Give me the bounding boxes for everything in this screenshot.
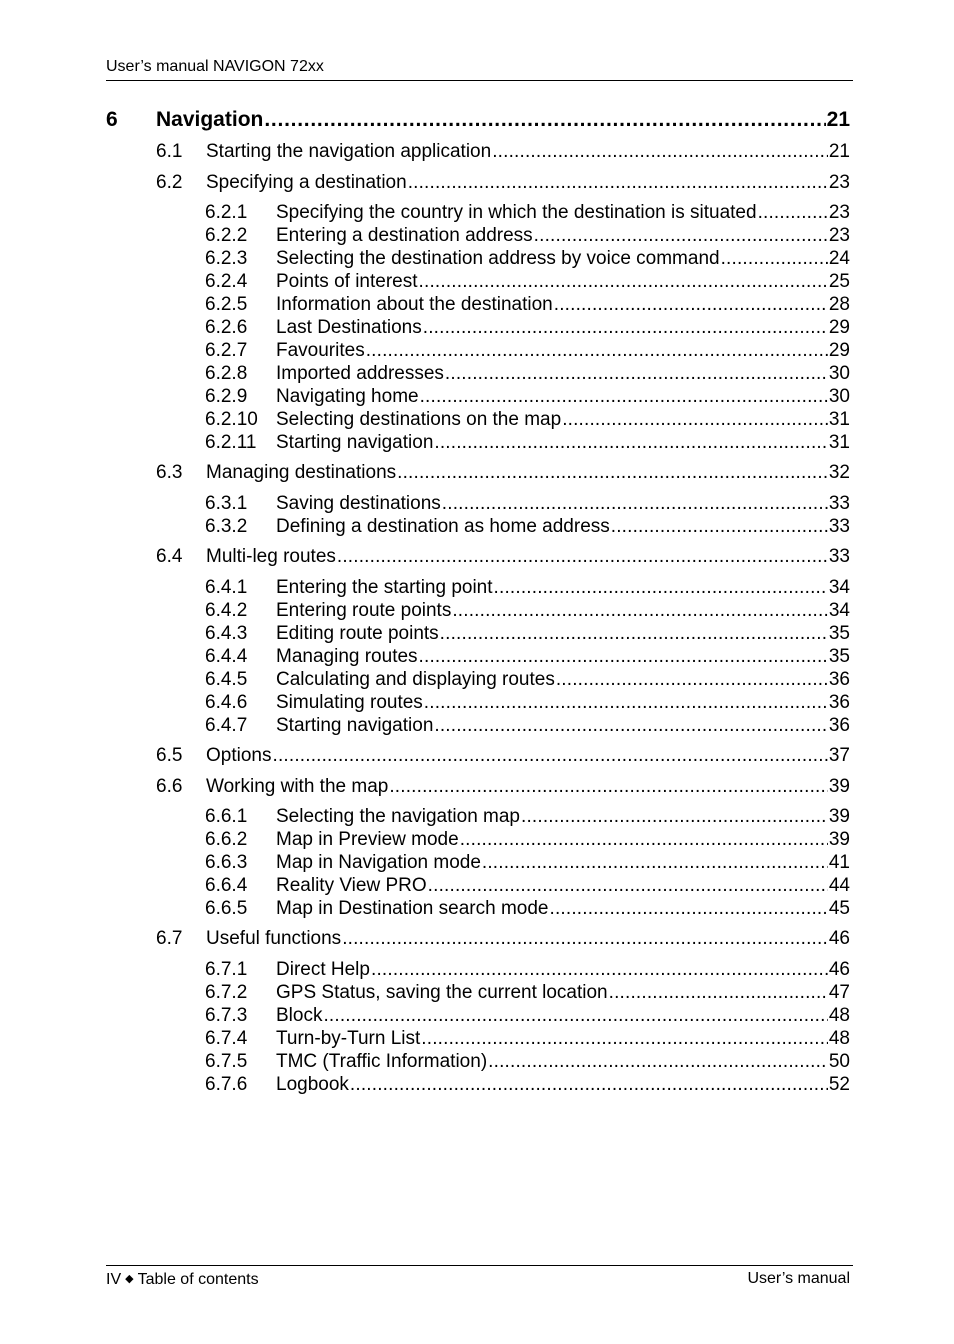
toc-entry-page: 24	[828, 248, 850, 269]
toc-entry-number: 6.4.5	[205, 669, 248, 690]
toc-entry-title: Specifying the country in which the destination is situated	[276, 202, 757, 223]
toc-dot-leader	[721, 248, 828, 270]
toc-entry-page: 30	[828, 363, 850, 384]
toc-entry-page: 23	[828, 172, 850, 193]
toc-entry-page: 35	[828, 623, 850, 644]
toc-entry-number: 6.4.2	[205, 600, 248, 621]
toc-entry-level-3[interactable]	[205, 852, 850, 875]
toc-entry-number: 6.5	[156, 745, 183, 766]
toc-entry-number: 6	[106, 108, 118, 131]
footer-right: User’s manual	[747, 1270, 850, 1287]
toc-dot-leader	[272, 745, 827, 767]
toc-entry-title: Calculating and displaying routes	[276, 669, 555, 690]
toc-entry-page: 21	[828, 141, 850, 162]
toc-entry-title: Navigating home	[276, 386, 419, 407]
toc-dot-leader	[440, 623, 828, 645]
toc-entry-page: 36	[828, 669, 850, 690]
toc-entry-number: 6.2.3	[205, 248, 248, 269]
toc-entry-page: 45	[828, 898, 850, 919]
toc-entry-number: 6.4.7	[205, 715, 248, 736]
toc-entry-page: 47	[828, 982, 850, 1003]
toc-entry-page: 23	[828, 202, 850, 223]
toc-entry-level-3[interactable]	[205, 409, 850, 432]
toc-entry-title: Map in Navigation mode	[276, 852, 481, 873]
toc-entry-page: 29	[828, 340, 850, 361]
toc-entry-number: 6.2.2	[205, 225, 248, 246]
toc-entry-page: 33	[828, 493, 850, 514]
toc-entry-number: 6.2.10	[205, 409, 258, 430]
toc-entry-page: 46	[828, 928, 850, 949]
toc-entry-level-3[interactable]	[205, 317, 850, 340]
footer-section-label: Table of contents	[137, 1271, 259, 1288]
toc-entry-number: 6.7.3	[205, 1005, 248, 1026]
toc-entry-page: 39	[828, 776, 850, 797]
toc-dot-leader	[408, 172, 828, 194]
toc-dot-leader	[323, 1005, 827, 1027]
toc-entry-page: 34	[828, 577, 850, 598]
toc-entry-title: Editing route points	[276, 623, 439, 644]
toc-entry-level-3[interactable]	[205, 959, 850, 982]
toc-entry-level-2[interactable]	[156, 776, 850, 800]
toc-entry-page: 33	[828, 546, 850, 567]
toc-entry-title: Selecting the navigation map	[276, 806, 520, 827]
toc-entry-level-3[interactable]	[205, 982, 850, 1005]
diamond-bullet-icon: ◆	[125, 1273, 134, 1285]
toc-entry-level-3[interactable]	[205, 1028, 850, 1051]
footer-divider	[106, 1265, 853, 1266]
toc-dot-leader	[554, 294, 828, 316]
toc-entry-page: 23	[828, 225, 850, 246]
toc-entry-title: Specifying a destination	[206, 172, 407, 193]
toc-entry-level-3[interactable]	[205, 1051, 850, 1074]
toc-entry-title: Last Destinations	[276, 317, 422, 338]
toc-entry-title: Options	[206, 745, 272, 766]
toc-dot-leader	[460, 829, 828, 851]
toc-dot-leader	[609, 982, 828, 1004]
toc-entry-title: Selecting the destination address by voice command	[276, 248, 720, 269]
toc-entry-title: Starting the navigation application	[206, 141, 492, 162]
toc-dot-leader	[611, 516, 828, 538]
toc-entry-page: 46	[828, 959, 850, 980]
toc-entry-number: 6.7	[156, 928, 183, 949]
toc-entry-title: Reality View PRO	[276, 875, 427, 896]
toc-entry-title: Entering route points	[276, 600, 452, 621]
toc-entry-page: 34	[828, 600, 850, 621]
toc-dot-leader	[397, 462, 828, 484]
toc-dot-leader	[424, 692, 828, 714]
toc-entry-number: 6.4	[156, 546, 183, 567]
toc-dot-leader	[758, 202, 828, 224]
toc-entry-number: 6.7.2	[205, 982, 248, 1003]
toc-entry-level-3[interactable]	[205, 225, 850, 248]
toc-entry-number: 6.4.3	[205, 623, 248, 644]
toc-entry-level-3[interactable]	[205, 1005, 850, 1028]
toc-entry-level-2[interactable]	[156, 745, 850, 769]
toc-entry-number: 6.6.4	[205, 875, 248, 896]
toc-entry-level-3[interactable]	[205, 600, 850, 623]
toc-entry-number: 6.6.3	[205, 852, 248, 873]
toc-entry-level-3[interactable]	[205, 248, 850, 271]
running-header: User’s manual NAVIGON 72xx	[106, 58, 324, 75]
toc-dot-leader	[366, 340, 828, 362]
toc-entry-level-3[interactable]	[205, 363, 850, 386]
toc-entry-number: 6.2.9	[205, 386, 248, 407]
toc-entry-level-3[interactable]	[205, 623, 850, 646]
toc-dot-leader	[434, 715, 827, 737]
toc-dot-leader	[428, 875, 828, 897]
toc-entry-level-3[interactable]	[205, 806, 850, 829]
toc-entry-number: 6.2.4	[205, 271, 248, 292]
toc-entry-title: Navigation	[156, 108, 264, 131]
toc-entry-number: 6.2.5	[205, 294, 248, 315]
toc-entry-level-1[interactable]	[106, 108, 850, 134]
toc-entry-number: 6.2.11	[205, 432, 257, 453]
toc-entry-number: 6.1	[156, 141, 183, 162]
toc-dot-leader	[494, 577, 828, 599]
toc-dot-leader	[419, 271, 828, 293]
toc-dot-leader	[488, 1051, 828, 1073]
toc-entry-level-3[interactable]	[205, 829, 850, 852]
toc-entry-page: 44	[828, 875, 850, 896]
toc-entry-level-2[interactable]	[156, 928, 850, 952]
toc-entry-page: 30	[828, 386, 850, 407]
toc-entry-title: Information about the destination	[276, 294, 553, 315]
toc-dot-leader	[371, 959, 828, 981]
toc-entry-page: 25	[828, 271, 850, 292]
toc-entry-page: 32	[828, 462, 850, 483]
toc-entry-title: Direct Help	[276, 959, 370, 980]
toc-entry-title: Block	[276, 1005, 323, 1026]
toc-entry-number: 6.6.2	[205, 829, 248, 850]
toc-entry-number: 6.4.6	[205, 692, 248, 713]
toc-entry-page: 21	[826, 108, 850, 131]
toc-dot-leader	[420, 386, 828, 408]
toc-entry-page: 28	[828, 294, 850, 315]
toc-entry-page: 41	[828, 852, 850, 873]
toc-dot-leader	[337, 546, 828, 568]
toc-dot-leader	[562, 409, 828, 431]
toc-entry-number: 6.7.4	[205, 1028, 248, 1049]
toc-entry-level-2[interactable]	[156, 462, 850, 486]
toc-entry-title: Simulating routes	[276, 692, 423, 713]
toc-entry-page: 36	[828, 692, 850, 713]
toc-entry-number: 6.3	[156, 462, 183, 483]
toc-entry-page: 35	[828, 646, 850, 667]
toc-entry-title: Useful functions	[206, 928, 342, 949]
toc-dot-leader	[423, 317, 828, 339]
toc-entry-page: 50	[828, 1051, 850, 1072]
toc-dot-leader	[452, 600, 828, 622]
toc-entry-number: 6.4.4	[205, 646, 248, 667]
toc-entry-number: 6.2.7	[205, 340, 248, 361]
toc-entry-title: Managing destinations	[206, 462, 397, 483]
toc-dot-leader	[421, 1028, 828, 1050]
toc-dot-leader	[350, 1074, 828, 1096]
toc-entry-title: Entering a destination address	[276, 225, 533, 246]
toc-entry-level-2[interactable]	[156, 546, 850, 570]
toc-entry-level-3[interactable]	[205, 340, 850, 363]
toc-entry-page: 48	[828, 1028, 850, 1049]
toc-entry-level-3[interactable]	[205, 669, 850, 692]
toc-entry-level-3[interactable]	[205, 875, 850, 898]
footer-page-number: IV	[106, 1271, 122, 1288]
toc-entry-number: 6.6.1	[205, 806, 248, 827]
toc-entry-title: Map in Destination search mode	[276, 898, 549, 919]
toc-entry-level-3[interactable]	[205, 202, 850, 225]
toc-entry-title: Favourites	[276, 340, 365, 361]
toc-dot-leader	[556, 669, 828, 691]
toc-entry-page: 39	[828, 806, 850, 827]
toc-dot-leader	[342, 928, 828, 950]
toc-dot-leader	[264, 108, 825, 132]
toc-entry-title: Entering the starting point	[276, 577, 493, 598]
toc-entry-page: 48	[828, 1005, 850, 1026]
toc-entry-level-2[interactable]	[156, 172, 850, 196]
toc-entry-title: Logbook	[276, 1074, 349, 1095]
footer-left	[106, 1269, 259, 1290]
toc-entry-title: TMC (Traffic Information)	[276, 1051, 488, 1072]
toc-entry-title: Saving destinations	[276, 493, 441, 514]
toc-entry-title: Starting navigation	[276, 715, 434, 736]
toc-entry-number: 6.4.1	[205, 577, 248, 598]
toc-entry-page: 31	[828, 432, 850, 453]
toc-entry-page: 36	[828, 715, 850, 736]
toc-entry-level-3[interactable]	[205, 1074, 850, 1097]
toc-entry-page: 37	[828, 745, 850, 766]
header-divider	[106, 80, 853, 81]
toc-entry-page: 29	[828, 317, 850, 338]
toc-entry-page: 33	[828, 516, 850, 537]
toc-dot-leader	[492, 141, 828, 163]
toc-entry-page: 39	[828, 829, 850, 850]
toc-entry-number: 6.2.8	[205, 363, 248, 384]
toc-entry-title: Points of interest	[276, 271, 418, 292]
toc-entry-title: Defining a destination as home address	[276, 516, 610, 537]
toc-entry-level-3[interactable]	[205, 692, 850, 715]
toc-entry-number: 6.2.6	[205, 317, 248, 338]
toc-dot-leader	[549, 898, 827, 920]
toc-entry-number: 6.3.1	[205, 493, 248, 514]
toc-entry-page: 52	[828, 1074, 850, 1095]
toc-entry-page: 31	[828, 409, 850, 430]
toc-dot-leader	[482, 852, 828, 874]
toc-entry-title: Managing routes	[276, 646, 418, 667]
toc-entry-number: 6.6.5	[205, 898, 248, 919]
toc-entry-title: Starting navigation	[276, 432, 434, 453]
toc-entry-number: 6.7.5	[205, 1051, 248, 1072]
toc-dot-leader	[521, 806, 828, 828]
toc-dot-leader	[389, 776, 828, 798]
toc-entry-level-3[interactable]	[205, 715, 850, 738]
toc-entry-title: GPS Status, saving the current location	[276, 982, 608, 1003]
toc-entry-level-3[interactable]	[205, 271, 850, 294]
toc-entry-number: 6.3.2	[205, 516, 248, 537]
toc-dot-leader	[442, 493, 828, 515]
toc-entry-title: Selecting destinations on the map	[276, 409, 562, 430]
toc-entry-level-3[interactable]	[205, 646, 850, 669]
toc-entry-level-3[interactable]	[205, 898, 850, 921]
toc-entry-number: 6.6	[156, 776, 183, 797]
toc-entry-level-3[interactable]	[205, 386, 850, 409]
toc-entry-title: Turn-by-Turn List	[276, 1028, 421, 1049]
toc-dot-leader	[419, 646, 828, 668]
toc-entry-level-3[interactable]	[205, 432, 850, 455]
toc-entry-title: Multi-leg routes	[206, 546, 336, 567]
toc-dot-leader	[534, 225, 828, 247]
toc-entry-title: Map in Preview mode	[276, 829, 459, 850]
toc-entry-level-3[interactable]	[205, 493, 850, 516]
toc-entry-number: 6.2	[156, 172, 183, 193]
toc-entry-level-3[interactable]	[205, 294, 850, 317]
toc-entry-level-2[interactable]	[156, 141, 850, 165]
toc-dot-leader	[445, 363, 828, 385]
toc-entry-title: Working with the map	[206, 776, 389, 797]
toc-entry-level-3[interactable]	[205, 577, 850, 600]
toc-entry-title: Imported addresses	[276, 363, 444, 384]
toc-entry-number: 6.7.1	[205, 959, 248, 980]
toc-dot-leader	[434, 432, 827, 454]
toc-entry-number: 6.7.6	[205, 1074, 248, 1095]
toc-entry-level-3[interactable]	[205, 516, 850, 539]
toc-entry-number: 6.2.1	[205, 202, 248, 223]
